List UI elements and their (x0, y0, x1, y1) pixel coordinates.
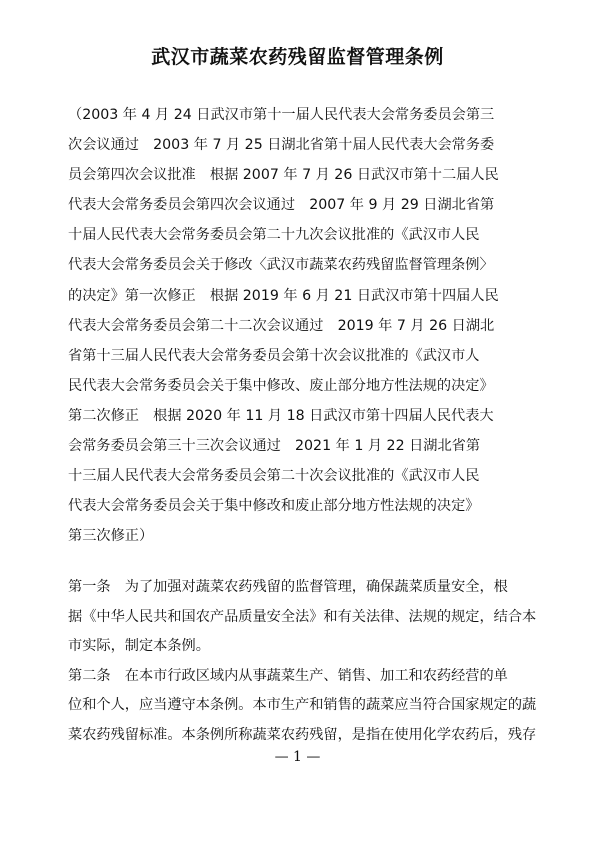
article-1-line: 市实际，制定本条例。 (68, 638, 210, 654)
preamble-line: 次会议通过 2003 年 7 月 25 日湖北省第十届人民代表大会常务委 (68, 137, 495, 154)
preamble-line: 代表大会常务委员会第四次会议通过 2007 年 9 月 29 日湖北省第 (68, 197, 495, 214)
preamble-line: 代表大会常务委员会第二十二次会议通过 2019 年 7 月 26 日湖北 (68, 317, 495, 334)
article-2 (68, 662, 538, 751)
document-title: 武汉市蔬菜农药残留监督管理条例 (151, 46, 444, 68)
preamble-line: 代表大会常务委员会关于修改〈武汉市蔬菜农药残留监督管理条例〉 (68, 257, 494, 274)
preamble-line: 省第十三届人民代表大会常务委员会第十次会议批准的《武汉市人 (68, 347, 480, 364)
article-1-line: 据《中华人民共和国农产品质量安全法》和有关法律、法规的规定，结合本 (68, 608, 537, 625)
preamble-line: 民代表大会常务委员会关于集中修改、废止部分地方性法规的决定》 (68, 377, 494, 394)
preamble (68, 100, 538, 551)
article-1-line: 第一条 为了加强对蔬菜农药残留的监督管理，确保蔬菜质量安全，根 (68, 579, 508, 595)
preamble-line: 的决定》第一次修正 根据 2019 年 6 月 21 日武汉市第十四届人民 (68, 287, 499, 304)
preamble-line: 第三次修正） (68, 528, 154, 545)
page-number: — 1 — (274, 749, 321, 765)
preamble-line: 员会第四次会议批准 根据 2007 年 7 月 26 日武汉市第十二届人民 (68, 167, 499, 184)
preamble-line: （2003 年 4 月 24 日武汉市第十一届人民代表大会常务委员会第三 (68, 107, 495, 123)
article-2-line: 位和个人，应当遵守本条例。本市生产和销售的蔬菜应当符合国家规定的蔬 (68, 697, 537, 713)
article-2-line: 第二条 在本市行政区域内从事蔬菜生产、销售、加工和农药经营的单 (68, 667, 508, 684)
preamble-line: 十三届人民代表大会常务委员会第二十次会议批准的《武汉市人民 (68, 468, 480, 485)
preamble-line: 代表大会常务委员会关于集中修改和废止部分地方性法规的决定》 (68, 498, 480, 515)
article-1 (68, 573, 538, 662)
preamble-line: 第二次修正 根据 2020 年 11 月 18 日武汉市第十四届人民代表大 (68, 407, 494, 424)
preamble-line: 十届人民代表大会常务委员会第二十九次会议批准的《武汉市人民 (68, 227, 480, 244)
preamble-line: 会常务委员会第三十三次会议通过 2021 年 1 月 22 日湖北省第 (68, 438, 481, 455)
article-2-line: 菜农药残留标准。本条例所称蔬菜农药残留，是指在使用化学农药后，残存 (68, 726, 537, 743)
article-body (68, 573, 538, 750)
